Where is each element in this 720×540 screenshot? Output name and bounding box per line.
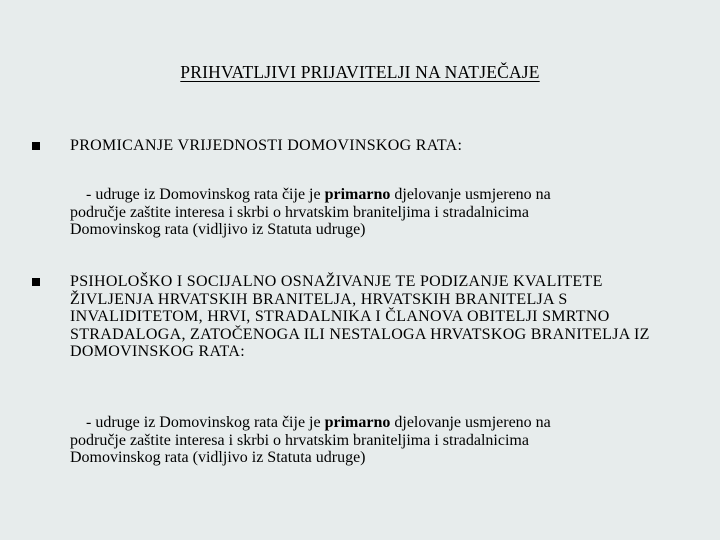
description-line: područje zaštite interesa i skrbi o hrvatskim braniteljima i stradalnicima — [70, 203, 529, 221]
bullet-icon — [32, 278, 40, 286]
section-description — [70, 186, 690, 239]
section-description — [70, 414, 690, 467]
section-heading: PSIHOLOŠKO I SOCIJALNO OSNAŽIVANJE TE PODIZANJE KVALITETE ŽIVLJENJA HRVATSKIH BRANITELJA, HRVATSKIH BRANITELJA S INVALIDITETOM, HRVI, STRADALNIKA I ČLANOVA OBITELJI SMRTNO STRADALOGA, ZATOČENOGA ILI NESTALOGA HRVATSKOG BRANITELJA IZ DOMOVINSKOG RATA: — [70, 273, 650, 360]
description-line: područje zaštite interesa i skrbi o hrvatskim braniteljima i stradalnicima — [70, 431, 529, 449]
slide-title-text: PRIHVATLJIVI PRIJAVITELJI NA NATJEČAJE — [180, 62, 540, 82]
description-line: Domovinskog rata (vidljivo iz Statuta udruge) — [70, 221, 366, 238]
description-emphasis: primarno — [324, 186, 391, 203]
description-text: - udruge iz Domovinskog rata čije je — [86, 186, 325, 203]
section-heading: PROMICANJE VRIJEDNOSTI DOMOVINSKOG RATA: — [70, 137, 463, 154]
description-text: djelovanje usmjereno na — [390, 186, 551, 203]
description-line — [70, 186, 690, 204]
slide-title — [0, 62, 720, 83]
bullet-icon — [32, 142, 40, 150]
description-text: - udruge iz Domovinskog rata čije je — [86, 414, 325, 431]
description-text: djelovanje usmjereno na — [390, 414, 551, 431]
description-line: Domovinskog rata (vidljivo iz Statuta udruge) — [70, 449, 366, 466]
description-line — [70, 414, 690, 432]
description-emphasis: primarno — [324, 414, 391, 431]
